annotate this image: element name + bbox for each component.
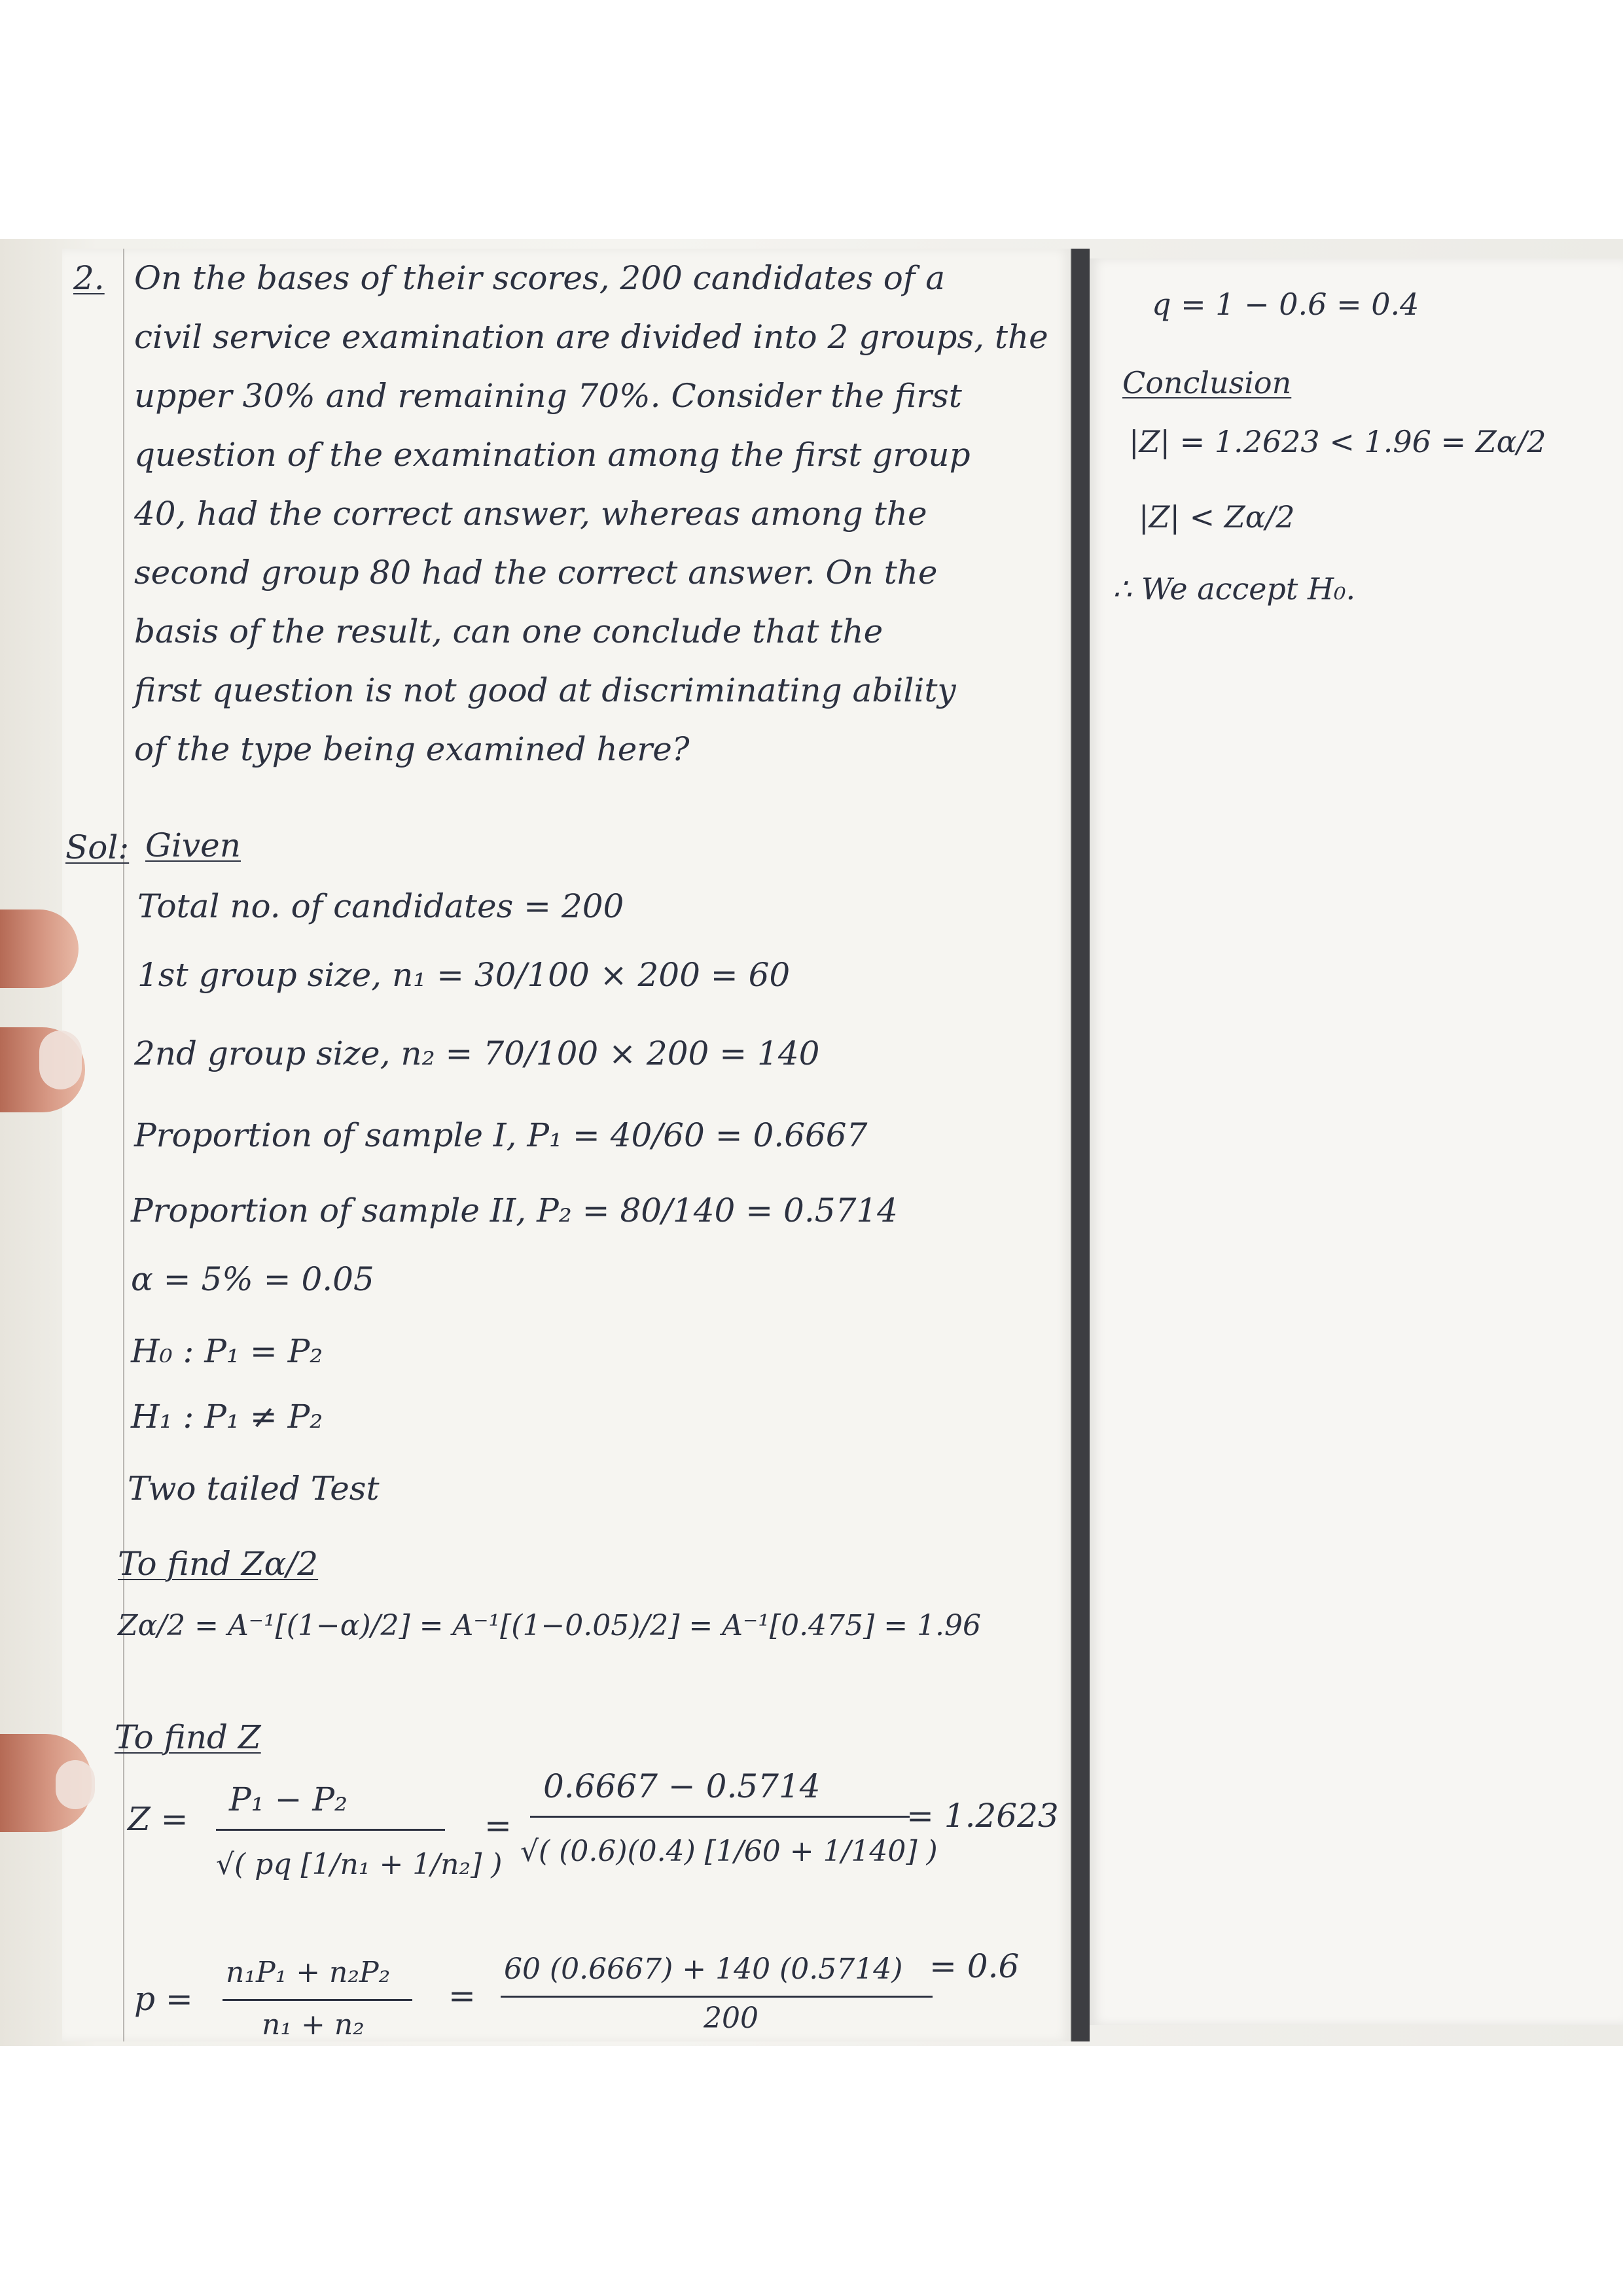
p-denominator-symbolic: n₁ + n₂ <box>262 2008 365 2041</box>
find-z-alpha-heading: To find Zα/2 <box>118 1545 319 1583</box>
test-type: Two tailed Test <box>128 1470 380 1508</box>
solution-label: Sol: <box>65 828 130 866</box>
problem-line-1: On the bases of their scores, 200 candidates of a <box>134 259 946 297</box>
z-lhs: Z = <box>128 1800 188 1838</box>
page-margin-line <box>123 249 124 2041</box>
z-result: = 1.2623 <box>906 1797 1059 1835</box>
z-fraction-bar-symbolic <box>216 1829 445 1831</box>
z-numerator-values: 0.6667 − 0.5714 <box>543 1767 821 1805</box>
z-numerator-symbolic: P₁ − P₂ <box>229 1780 348 1818</box>
solution-line-p1: Proportion of sample I, P₁ = 40/60 = 0.6667 <box>134 1116 868 1154</box>
problem-line-4: question of the examination among the first group <box>134 436 971 474</box>
solution-line-p2: Proportion of sample II, P₂ = 80/140 = 0.5714 <box>131 1192 898 1229</box>
conclusion-decision: ∴ We accept H₀. <box>1113 571 1356 607</box>
given-heading: Given <box>145 826 241 864</box>
problem-line-8: first question is not good at discriminating ability <box>134 671 956 709</box>
alternative-hypothesis: H₁ : P₁ ≠ P₂ <box>131 1398 323 1436</box>
solution-line-n2: 2nd group size, n₂ = 70/100 × 200 = 140 <box>134 1034 820 1072</box>
conclusion-heading: Conclusion <box>1122 365 1292 400</box>
p-numerator-symbolic: n₁P₁ + n₂P₂ <box>226 1956 391 1989</box>
z-fraction-bar-values <box>530 1816 910 1818</box>
p-fraction-bar-values <box>501 1996 933 1998</box>
problem-line-2: civil service examination are divided into 2 groups, the <box>134 318 1048 356</box>
problem-line-6: second group 80 had the correct answer. On the <box>134 554 938 592</box>
p-result: = 0.6 <box>929 1947 1020 1985</box>
thumbnail <box>56 1760 95 1809</box>
solution-line-n1: 1st group size, n₁ = 30/100 × 200 = 60 <box>137 956 791 994</box>
problem-line-7: basis of the result, can one conclude that the <box>134 612 883 650</box>
solution-line-alpha: α = 5% = 0.05 <box>131 1260 374 1298</box>
problem-line-3: upper 30% and remaining 70%. Consider the first <box>134 377 962 415</box>
p-lhs: p = <box>134 1980 193 2018</box>
notebook-binding-gap <box>1071 249 1090 2041</box>
problem-line-5: 40, had the correct answer, whereas among the <box>134 495 927 533</box>
p-denominator-values: 200 <box>704 2002 758 2035</box>
conclusion-comparison: |Z| = 1.2623 < 1.96 = Zα/2 <box>1129 424 1546 459</box>
z-denominator-symbolic: √( pq [1/n₁ + 1/n₂] ) <box>216 1848 503 1881</box>
z-alpha-calculation: Zα/2 = A⁻¹[(1−α)/2] = A⁻¹[(1−0.05)/2] = A⁻¹[0.475] = 1.96 <box>118 1609 982 1642</box>
solution-line-total: Total no. of candidates = 200 <box>137 887 624 925</box>
p-fraction-bar-symbolic <box>223 1999 412 2001</box>
null-hypothesis: H₀ : P₁ = P₂ <box>131 1332 323 1370</box>
find-z-heading: To find Z <box>115 1718 261 1756</box>
fingernail <box>39 1031 82 1089</box>
q-calculation: q = 1 − 0.6 = 0.4 <box>1152 287 1419 322</box>
problem-number: 2. <box>73 259 105 297</box>
conclusion-inequality: |Z| < Zα/2 <box>1139 499 1295 535</box>
problem-line-9: of the type being examined here? <box>134 730 690 768</box>
p-equals-sign: = <box>448 1977 476 2015</box>
z-equals-sign: = <box>484 1807 512 1845</box>
p-numerator-values: 60 (0.6667) + 140 (0.5714) <box>504 1952 903 1986</box>
z-denominator-values: √( (0.6)(0.4) [1/60 + 1/140] ) <box>520 1835 938 1868</box>
finger-top <box>0 910 79 988</box>
